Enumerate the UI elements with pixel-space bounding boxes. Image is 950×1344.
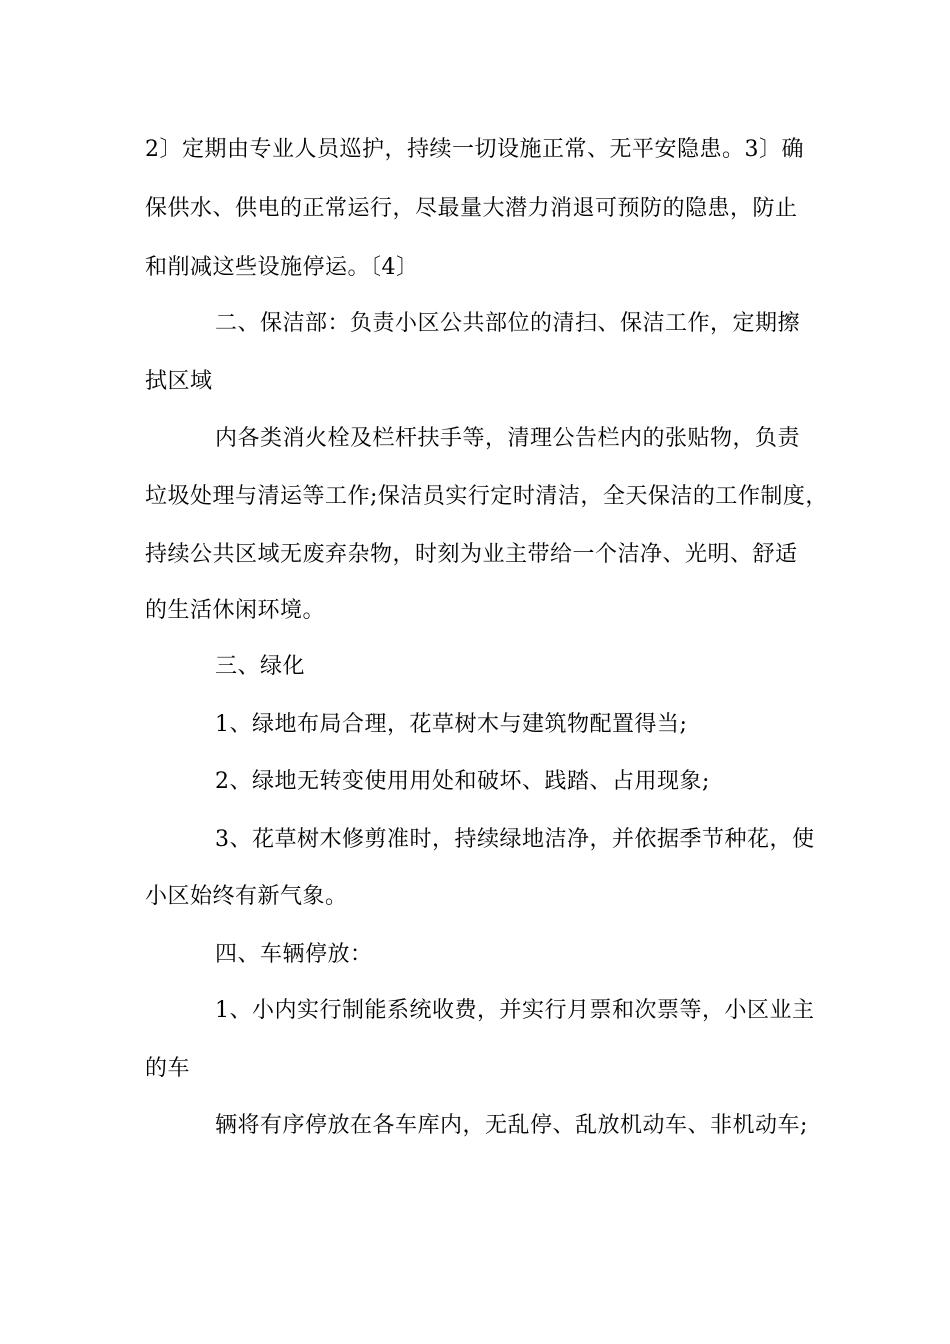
section-heading-cleaning: 二、保洁部：负责小区公共部位的清扫、保洁工作，定期擦	[215, 311, 801, 336]
list-item: 3、花草树木修剪准时，持续绿地洁净，并依据季节种花，使	[215, 827, 815, 852]
paragraph-line: 内各类消火栓及栏杆扶手等，清理公告栏内的张贴物，负责	[215, 426, 801, 451]
paragraph-line: 保供水、供电的正常运行，尽最量大潜力消退可预防的隐患，防止	[145, 196, 798, 221]
paragraph-line: 持续公共区域无废弃杂物，时刻为业主带给一个洁净、光明、舒适	[145, 542, 798, 567]
paragraph-line: 拭区域	[145, 369, 213, 394]
paragraph-line: 垃圾处理与清运等工作;保洁员实行定时清洁，全天保洁的工作制度，	[145, 484, 828, 509]
paragraph-line: 的车	[145, 1056, 191, 1081]
paragraph-line: 2〕定期由专业人员巡护，持续一切设施正常、无平安隐患。3〕确	[145, 137, 804, 162]
list-item: 2、绿地无转变使用用处和破坏、践踏、占用现象;	[215, 769, 710, 794]
list-item: 1、绿地布局合理，花草树木与建筑物配置得当;	[215, 712, 688, 737]
paragraph-line: 辆将有序停放在各车库内，无乱停、乱放机动车、非机动车;	[215, 1113, 808, 1138]
list-item: 1、小内实行制能系统收费，并实行月票和次票等，小区业主	[215, 998, 815, 1023]
paragraph-line: 的生活休闲环境。	[145, 598, 326, 623]
section-heading-greening: 三、绿化	[215, 654, 306, 679]
paragraph-line: 小区始终有新气象。	[145, 884, 348, 909]
paragraph-line: 和削减这些设施停运。〔4〕	[145, 255, 419, 280]
section-heading-parking: 四、车辆停放：	[215, 942, 373, 967]
